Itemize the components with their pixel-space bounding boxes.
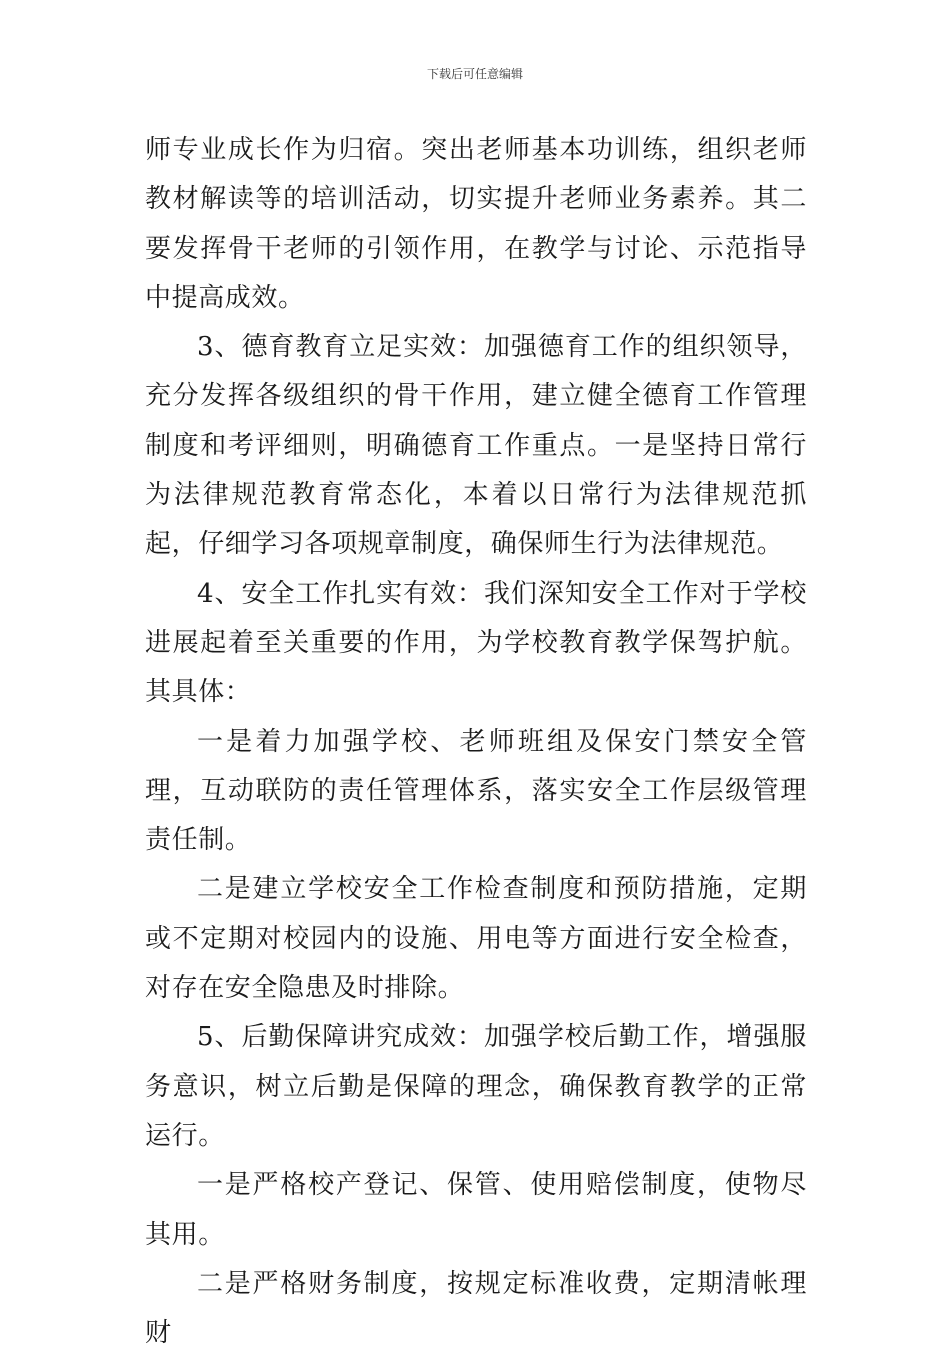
paragraph-2: 3、德育教育立足实效：加强德育工作的组织领导，充分发挥各级组织的骨干作用，建立健全德育工作管理制度和考评细则，明确德育工作重点。一是坚持日常行为法律规范教育常态化，本着以日常行为法律规范抓起，仔细学习各项规章制度，确保师生行为法律规范。 [145,332,807,560]
document-body [145,126,807,1358]
paragraph-8: 二是严格财务制度，按规定标准收费，定期清帐理财 [145,1268,807,1349]
page-header: 下载后可任意编辑 [426,67,523,81]
paragraph-5: 二是建立学校安全工作检查制度和预防措施，定期或不定期对校园内的设施、用电等方面进行安全检查，对存在安全隐患及时排除。 [145,874,807,1004]
paragraph-3: 4、安全工作扎实有效：我们深知安全工作对于学校进展起着至关重要的作用，为学校教育教学保驾护航。其具体： [145,578,807,708]
paragraph-6: 5、后勤保障讲究成效：加强学校后勤工作，增强服务意识，树立后勤是保障的理念，确保教育教学的正常运行。 [145,1022,807,1151]
paragraph-4: 一是着力加强学校、老师班组及保安门禁安全管理，互动联防的责任管理体系，落实安全工作层级管理责任制。 [145,726,807,856]
paragraph-7: 一是严格校产登记、保管、使用赔偿制度，使物尽其用。 [145,1170,807,1250]
paragraph-1: 师专业成长作为归宿。突出老师基本功训练，组织老师教材解读等的培训活动，切实提升老师业务素养。其二要发挥骨干老师的引领作用，在教学与讨论、示范指导中提高成效。 [145,135,807,313]
